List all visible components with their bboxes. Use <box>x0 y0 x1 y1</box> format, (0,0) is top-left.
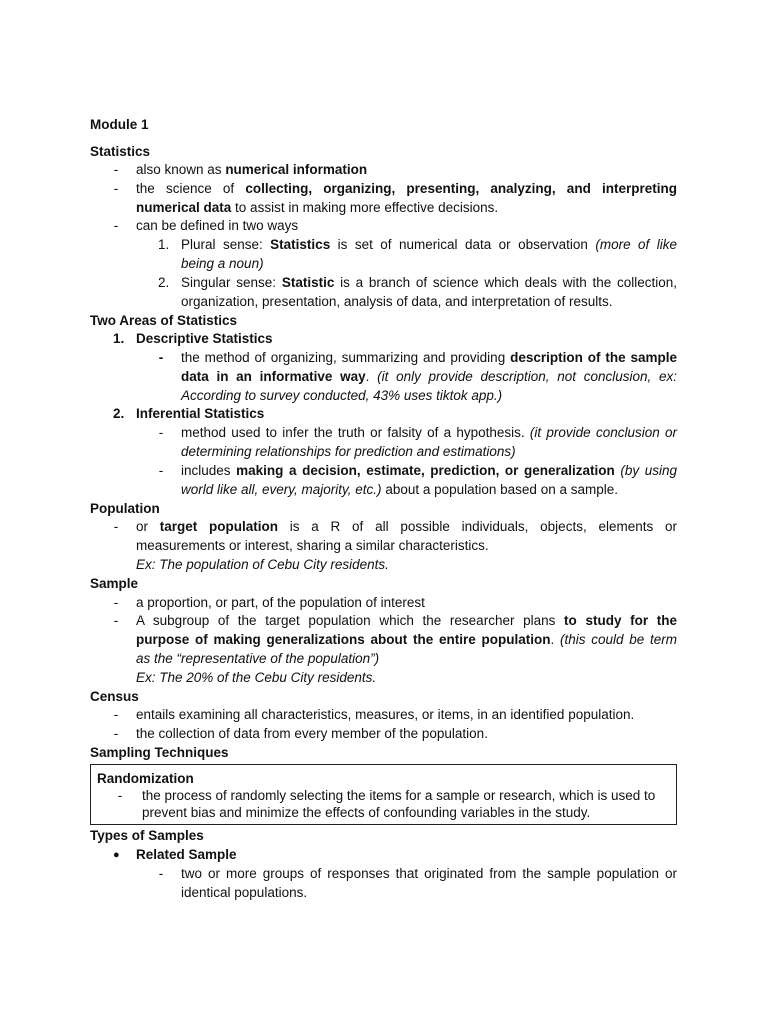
sampling-heading: Sampling Techniques <box>90 745 229 760</box>
two-areas-heading: Two Areas of Statistics <box>90 313 238 328</box>
italic-text: (it provide conclusion or <box>529 425 677 440</box>
randomization-title: Randomization <box>97 771 194 786</box>
sample-bullet-2-line-3: as the “representative of the population”) <box>136 651 380 666</box>
text: method used to infer the truth or falsity of a hypothesis. <box>181 425 530 440</box>
inferential-bullet-1-line-1 <box>181 425 677 440</box>
census-bullet-1: entails examining all characteristics, measures, or items, in an identified population. <box>136 707 635 722</box>
dash-marker: - <box>158 463 164 478</box>
bold-text: purpose of making generalizations about the entire population <box>136 632 551 647</box>
dash-marker: - <box>158 350 164 365</box>
bold-text: to study for the <box>564 613 678 628</box>
dash-marker: - <box>158 866 164 881</box>
descriptive-title: Descriptive Statistics <box>136 331 273 346</box>
text: or <box>136 519 160 534</box>
bold-text: numerical data <box>136 200 232 215</box>
text: the method of organizing, summarizing and providing <box>181 350 511 365</box>
bold-text: Statistic <box>281 275 335 290</box>
related-sample-line-1: two or more groups of responses that originated from the sample population or <box>181 866 677 881</box>
census-heading: Census <box>90 689 139 704</box>
bullet-icon: ● <box>113 849 120 861</box>
population-heading: Population <box>90 501 160 516</box>
bold-text: description of the sample <box>510 350 677 365</box>
dash-marker: - <box>113 595 119 610</box>
text: includes <box>181 463 237 478</box>
text: also known as <box>136 162 226 177</box>
list-number: 2. <box>158 275 170 290</box>
sample-bullet-2-line-1 <box>136 613 677 628</box>
text: is a R of all possible individuals, objects, elements or <box>278 519 677 534</box>
inferential-title: Inferential Statistics <box>136 406 265 421</box>
dash-marker: - <box>113 181 119 196</box>
randomization-box <box>90 764 677 825</box>
bold-text: making a decision, estimate, prediction, or generalization <box>236 463 615 478</box>
text: to assist in making more effective decisions. <box>231 200 499 215</box>
text: A subgroup of the target population which the researcher plans <box>136 613 565 628</box>
dash-marker: - <box>113 162 119 177</box>
statistics-heading: Statistics <box>90 144 151 159</box>
statistics-bullet-2-line-1 <box>136 181 677 196</box>
related-sample-title: Related Sample <box>136 847 237 862</box>
dash-marker: - <box>113 726 119 741</box>
italic-text: (it only provide description, not conclusion, ex: <box>377 369 677 384</box>
inferential-bullet-1-line-2: determining relationships for prediction and estimations) <box>181 444 516 459</box>
list-number: 1. <box>158 237 170 252</box>
plural-sense-line-2: being a noun) <box>181 256 264 271</box>
dash-marker: - <box>113 218 119 233</box>
singular-sense-line-2: organization, presentation, analysis of data, and interpretation of results. <box>181 294 613 309</box>
descriptive-line-3: According to survey conducted, 43% uses tiktok app.) <box>181 388 503 403</box>
dash-marker: - <box>113 707 119 722</box>
text: Plural sense: <box>181 237 271 252</box>
sample-heading: Sample <box>90 576 139 591</box>
randomization-line-2: prevent bias and minimize the effects of confounding variables in the study. <box>142 805 591 820</box>
dash-marker: - <box>113 519 119 534</box>
bold-text: Statistics <box>270 237 331 252</box>
dash-marker: - <box>158 425 164 440</box>
statistics-bullet-3: can be defined in two ways <box>136 218 299 233</box>
text: . <box>550 632 560 647</box>
text: about a population based on a sample. <box>381 482 618 497</box>
text: Singular sense: <box>181 275 282 290</box>
bold-text: collecting, organizing, presenting, analyzing, and interpreting <box>245 181 677 196</box>
italic-text: (this could be term <box>559 632 678 647</box>
module-title: Module 1 <box>90 117 149 132</box>
italic-text: world like all, every, majority, etc.) <box>181 482 382 497</box>
related-sample-line-2: identical populations. <box>181 885 308 900</box>
dash-marker: - <box>113 613 119 628</box>
bold-text: data in an informative way <box>181 369 366 384</box>
descriptive-line-2 <box>181 369 677 384</box>
types-heading: Types of Samples <box>90 828 204 843</box>
sample-example: Ex: The 20% of the Cebu City residents. <box>136 670 377 685</box>
list-number: 2. <box>113 406 125 421</box>
dash-marker: - <box>117 788 123 803</box>
population-line-2: measurements or interest, sharing a similar characteristics. <box>136 538 489 553</box>
sample-bullet-1: a proportion, or part, of the population of interest <box>136 595 425 610</box>
italic-text: (by using <box>614 463 677 478</box>
bold-text: numerical information <box>225 162 368 177</box>
text: . <box>365 369 378 384</box>
singular-sense-line-1 <box>181 275 677 290</box>
randomization-line-1: the process of randomly selecting the items for a sample or research, which is used to <box>142 788 656 803</box>
bold-text: target population <box>159 519 279 534</box>
list-number: 1. <box>113 331 125 346</box>
italic-text: (more of like <box>595 237 677 252</box>
sample-bullet-2-line-2 <box>136 632 677 647</box>
inferential-bullet-2-line-1 <box>181 463 677 478</box>
inferential-bullet-2-line-2 <box>181 482 618 497</box>
statistics-bullet-2-line-2 <box>136 200 498 215</box>
population-example: Ex: The population of Cebu City residents. <box>136 557 389 572</box>
text: the science of <box>136 181 246 196</box>
population-line-1 <box>136 519 677 534</box>
text: is a branch of science which deals with the collection, <box>334 275 677 290</box>
descriptive-line-1 <box>181 350 677 365</box>
statistics-bullet-1 <box>136 162 367 177</box>
plural-sense-line-1 <box>181 237 677 252</box>
census-bullet-2: the collection of data from every member of the population. <box>136 726 488 741</box>
text: is set of numerical data or observation <box>330 237 596 252</box>
